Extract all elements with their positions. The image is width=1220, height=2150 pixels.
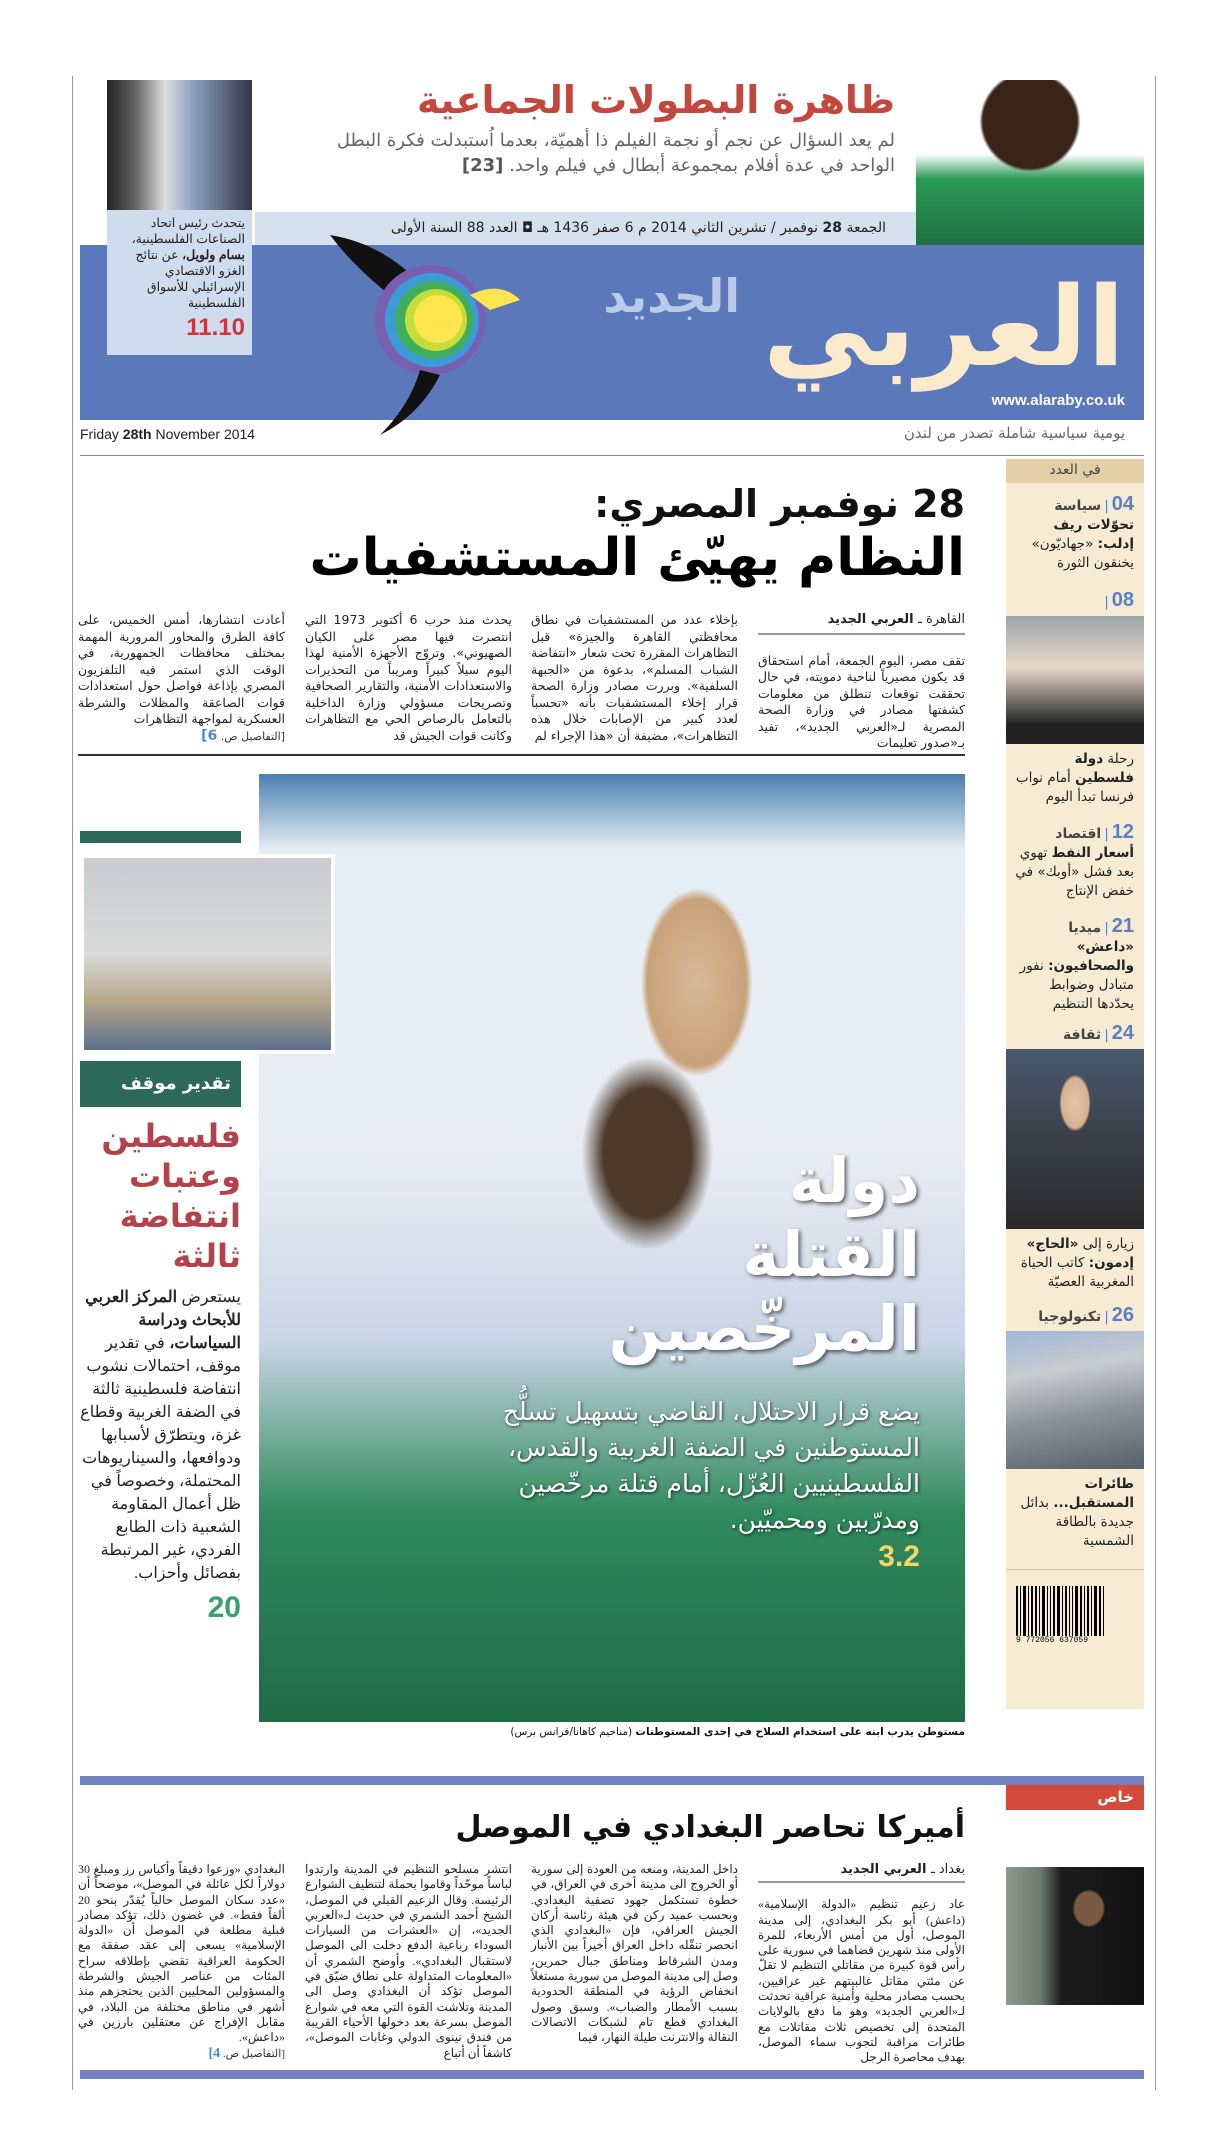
barcode-bar	[1099, 1586, 1101, 1636]
barcode-bar	[1035, 1586, 1037, 1636]
exclusive-column-4	[78, 1862, 285, 2062]
sidebar-photo-writer[interactable]	[1006, 1049, 1144, 1229]
barcode-bar	[1023, 1586, 1026, 1636]
teaser-text-2: عن نتائج الغزو الاقتصادي الإسرائيلي للأسواق الفلسطينية	[135, 248, 245, 310]
barcode-bar	[1042, 1586, 1045, 1636]
logo-subtitle: الجديد	[603, 269, 740, 323]
byline-source: العربي الجديد	[840, 1862, 927, 1877]
barcode-bar	[1053, 1586, 1055, 1636]
item-text: «جهاديّون» يخنقون الثورة	[1031, 536, 1134, 571]
section-label: ميديا	[1068, 920, 1102, 936]
lead-column-3: يحدث منذ حرب 6 أكتوبر 1973 التي انتصرت فيها مصر على الكيان الصهيوني». وتروّج الأجهزة الأمنية لهذا اليوم سيلاً كبيراً ومريباً من التحذيرات والاستعدادات الأمنية، والتقارير الصحافية وتصريحات مسؤولي وزارة الداخلية بالتعامل بالرصاص الحي مع التظاهرات وكانت قوات الجيش قد	[305, 612, 512, 743]
sidebar-item-solar-plane[interactable]	[1006, 1469, 1144, 1555]
byline	[758, 1862, 965, 1883]
barcode-bar	[1039, 1586, 1040, 1636]
barcode-bar	[1094, 1586, 1097, 1636]
column-text: تقف مصر، اليوم الجمعة، أمام استحقاق قد يكون مصيرياً لناحية دمويته، في حال تحققت توقعات تنطلق من معلومات كشفتها مصادر في وزارة الصحة المصرية لـ«العربي الجديد»، تفيد بـ«صدور تعليمات	[758, 652, 965, 750]
tagline: يومية سياسية شاملة تصدر من لندن	[903, 424, 1125, 442]
item-text: تهوي بعد فشل «أوبك» في خفض الإنتاج	[1015, 845, 1134, 899]
section-label: اقتصاد	[1055, 826, 1102, 842]
date-en-rest: November 2014	[155, 426, 256, 442]
sidebar-photo-protesters[interactable]	[1006, 616, 1144, 744]
logo-title[interactable]: العربي	[762, 263, 1125, 391]
caption-bold: دولة فلسطين	[1074, 751, 1134, 786]
details-label: [التفاصيل ص.	[222, 2047, 285, 2060]
details-page: 4]	[208, 2045, 221, 2061]
caption-pre: رحلة	[1107, 751, 1134, 767]
sidebar-item-technology[interactable]: 26|تكنولوجيا	[1038, 1304, 1134, 1326]
section-divider	[80, 1776, 1144, 1785]
sidebar-item-politics[interactable]: 04|سياسة تحوّلات ريف إدلب: «جهاديّون» يخنقون الثورة	[1031, 493, 1134, 571]
teaser-text: يتحدث رئيس اتحاد الصناعات الفلسطينية،	[131, 216, 245, 246]
date-en-weekday: Friday	[80, 426, 119, 442]
exclusive-label: خاص	[1006, 1785, 1144, 1810]
section-bar	[80, 831, 241, 843]
sidebar-photo-solar-plane[interactable]	[1006, 1331, 1144, 1469]
page-number: 04	[1111, 493, 1134, 515]
exclusive-column-1	[758, 1862, 965, 2066]
promo-title[interactable]: ظاهرة البطولات الجماعية	[416, 78, 895, 122]
details-link[interactable]	[78, 2046, 285, 2062]
details-page: 6]	[201, 727, 218, 744]
website-url[interactable]: www.alaraby.co.uk	[991, 392, 1125, 409]
barcode-bar	[1062, 1586, 1063, 1636]
barcode-area	[1006, 1569, 1144, 1645]
promo-subtitle	[295, 128, 895, 178]
barcode-bar	[1028, 1586, 1029, 1636]
opinion-label: تقدير موقف	[80, 1061, 241, 1107]
opinion-page-number: 20	[207, 1591, 241, 1624]
exclusive-photo[interactable]	[1006, 1867, 1144, 2005]
caption-pre: زيارة إلى	[1082, 1236, 1134, 1252]
caption-bold: طائرات المستقبل...	[1053, 1476, 1134, 1511]
caption-bold: «الحاج» إدمون:	[1026, 1236, 1134, 1271]
date-rest: نوفمبر / تشرين الثاني 2014 م 6 صفر 1436 هـ ◘ العدد 88 السنة الأولى	[390, 220, 819, 236]
divider	[80, 455, 1144, 456]
section-label: سياسة	[1054, 498, 1102, 514]
sidebar-item-edmond[interactable]	[1006, 1229, 1144, 1296]
body-rest: في تقدير موقف، احتمالات نشوب انتفاضة فلسطينية ثالثة في الضفة الغربية وقطاع غزة، ويتطرّق لأسبابها ودوافعها، والسيناريوهات المحتملة، وخصوصاً في ظل أعمال المقاومة الشعبية ذات الطابع الفردي، غير المرتبطة بفصائل وأحزاب.	[80, 1335, 241, 1582]
lead-column-1	[758, 612, 965, 752]
lead-column-2: بإخلاء عدد من المستشفيات في نطاق محافظتي القاهرة والجيزة» قبل التظاهرات المقررة تحت شعار «انتفاضة الشباب المسلم»، بدعوة من «الجبهة السلفية». وبررت مصادر وزارة الصحة قرار إخلاء المستشفيات بأنه «تحسباً لعدد كبير من الإصابات خلال هذه التظاهرات»، مضيفة أن «هذا الإجراء لم	[531, 612, 738, 743]
barcode-icon	[1016, 1578, 1134, 1636]
barcode-bar	[1084, 1586, 1085, 1636]
promo-subtitle-text: لم يعد السؤال عن نجم أو نجمة الفيلم ذا أهميّة، بعدما اُستبدلت فكرة البطل الواحد في عدة أفلام بمجموعة أبطال في فيلم واحد.	[336, 130, 895, 176]
feature-title-line: المرخّصين	[608, 1292, 920, 1365]
details-link[interactable]	[78, 728, 285, 746]
byline	[758, 612, 965, 635]
sidebar-header: في العدد	[1006, 459, 1144, 483]
byline-place: بغداد ـ	[930, 1862, 965, 1877]
page-number: 08	[1111, 589, 1134, 611]
exclusive-headline[interactable]: أميركا تحاصر البغدادي في الموصل	[455, 1810, 965, 1845]
page-number: 12	[1111, 821, 1134, 843]
photo-credit: (مناحيم كاهانا/فرانس برس)	[510, 1726, 633, 1738]
feature-title[interactable]	[608, 1144, 920, 1366]
body-pre: يستعرض	[181, 1289, 241, 1306]
item-headline: تحوّلات ريف إدلب:	[1053, 517, 1134, 552]
in-this-issue-sidebar	[1006, 459, 1144, 1709]
opinion-body	[80, 1286, 241, 1585]
section-label: ثقافة	[1062, 1027, 1102, 1043]
feature-page-number: 3.2	[878, 1540, 920, 1573]
photo-caption	[510, 1726, 965, 1738]
divider	[78, 754, 965, 756]
date-day: 28	[822, 220, 842, 236]
teaser-page-number: 11.10	[186, 314, 245, 341]
details-label: [التفاصيل ص.	[220, 729, 285, 743]
byline-place: القاهرة ـ	[918, 612, 965, 627]
sidebar-item-media[interactable]: 21|ميديا «داعش» والصحافيون: نفور متبادل وضوابط يحدّدها التنظيم	[1019, 915, 1134, 1012]
feature-title-line: دولة	[788, 1144, 920, 1217]
barcode-bar	[1103, 1586, 1104, 1636]
caption-text: مستوطن يدرب ابنه على استخدام السلاح في إحدى المستوطنات	[635, 1726, 965, 1738]
page-number: 26	[1111, 1304, 1134, 1326]
exclusive-column-3: انتشر مسلحو التنظيم في المدينة وارتدوا لباساً موحّداً وقاموا بحملة لتنظيف الشوارع الرئيسة. وقال الزعيم القبلي في الموصل، الشيخ أحمد الشمري في حديث لـ«العربي الجديد»، إن «العشرات من السيارات السوداء رباعية الدفع دخلت الى الموصل لاستقبال البغدادي». وأوضح الشمري أن «المعلومات المتداولة على نطاق ضيّق في الموصل تؤكد أن البغدادي وصل الى المدينة وتلاشت القوة التي معه في شوارع الموصل بسرعة بعد دخولها الأحياء القريبة من فندق نينوى الدولي وغابات الموصل»، كاشفاً أن أتباع	[305, 1862, 512, 2060]
item-headline: «داعش» والصحافيون:	[1048, 939, 1134, 974]
caption-rest: كاتب الحياة المغربية العصيّة	[1020, 1255, 1134, 1290]
page-number: 21	[1111, 915, 1134, 937]
bird-logo-icon	[320, 225, 540, 440]
barcode-bar	[1069, 1586, 1070, 1636]
date-english	[80, 426, 255, 442]
teaser-box-economy[interactable]	[107, 210, 252, 355]
barcode-bar	[1075, 1586, 1078, 1636]
sidebar-item-economy[interactable]: 12|اقتصاد أسعار النفط تهوي بعد فشل «أوبك» في خفض الإنتاج	[1015, 821, 1134, 899]
date-weekday: الجمعة	[846, 220, 886, 236]
lead-headline[interactable]: النظام يهيّئ المستشفيات	[309, 528, 965, 588]
sidebar-item-palestine[interactable]	[1006, 744, 1144, 811]
lead-headline-kicker[interactable]: 28 نوفمبر المصري:	[594, 482, 965, 526]
feature-photo-settler[interactable]	[259, 774, 965, 1722]
item-text: نفور متبادل وضوابط يحدّدها التنظيم	[1019, 958, 1134, 1012]
promo-photo-actress[interactable]	[916, 80, 1144, 245]
column-text: البغدادي «وزعوا دقيقاً وأكياس رز ومبلغ 30 دولاراً لكل عائلة في الموصل»، موضحاً أن «عدد سكان الموصل حالياً يُقدّر بنحو 20 ألفاً فقط». في غضون ذلك، تؤكد مصادر قبلية مطلعة في الموصل أن «الدولة الإسلامية» يسعى إلى عقد صفقة مع الحكومة العراقية تقضي بإطلاقه سراح المئات من عناصر الجيش والشرطة والمسؤولين المحليين الذين يحتجزهم منذ أشهر في مناطق مختلفة من البلاد، في مقابل الإفراج عن معتقلين بارزين في «داعش».	[78, 1862, 285, 2045]
barcode-bar	[1031, 1586, 1033, 1636]
column-text: عاد زعيم تنظيم «الدولة الإسلامية» (داعش) أبو بكر البغدادي، إلى مدينة الموصل، أول من أمس الأربعاء، للمرة الأولى منذ شهرين قضاهما في سورية على رأس قوة كبيرة من مقاتلي التنظيم لا تقلّ عن مئتي مقاتل غالبيتهم غير عراقيين، بحسب مصادر محلية وأمنية عراقية تحدثت لـ«العربي الجديد» وهو ما دفع بالولايات المتحدة إلى تخصيص ثلاث مقاتلات مع طائرات مراقبة لتجوب سماء الموصل، بهدف محاصرة الرجل	[758, 1897, 965, 2065]
bottom-divider	[80, 2070, 1144, 2079]
feature-subtitle: يضع قرار الاحتلال، القاضي بتسهيل تسلُّح المستوطنين في الضفة الغربية والقدس، الفلسطينيين العُزّل، أمام قتلة مرخّصين ومدرّبين ومحميّين.	[502, 1397, 920, 1534]
teaser-photo-man[interactable]	[107, 80, 252, 210]
opinion-block	[80, 1116, 241, 1625]
date-en-day: 28th	[122, 426, 152, 442]
lead-column-4	[78, 612, 285, 745]
feature-subtitle-block	[460, 1394, 920, 1574]
barcode-bar	[1050, 1586, 1051, 1636]
body-bold: المركز العربي للأبحاث ودراسة السياسات،	[85, 1289, 241, 1352]
sidebar-item-08[interactable]: 08|	[1104, 589, 1134, 611]
barcode-bar	[1091, 1586, 1092, 1636]
barcode-bar	[1020, 1586, 1021, 1636]
barcode-bar	[1087, 1586, 1089, 1636]
promo-page-number: [23]	[461, 155, 504, 176]
section-label: تكنولوجيا	[1038, 1309, 1102, 1325]
exclusive-column-2: داخل المدينة، ومنعه من العودة إلى سورية أو الخروج الى مدينة أخرى في العراق، في خطوة تستكمل جهود تصفية البغدادي. وبحسب عميد ركن في هيئة رئاسة أركان الجيش العراقي، فإن «البغدادي الذي انحصر تنقّله داخل العراق أخيراً بين الأنبار ومدن الشرقاط ومناطق جبال حمرين، وصل إلى مدينة الموصل من سورية مستغلاً انخفاض الرؤية في المنطقة الحدودية بسبب الأمطار والضباب». وسبق وصول البغدادي قطع تام لشبكات الاتصالات النقالة والانترنت طيلة النهار، فيما	[531, 1862, 738, 2045]
column-text: أعادت انتشارها، أمس الخميس، على كافة الطرق والمحاور المرورية المهمة بمختلف محافظات الجمهورية، في الوقت الذي استمر فيه التلفزيون المصري بإذاعة فواصل حول استعدادات قوات الصاعقة والمظلات والشرطة العسكرية لمواجهة التظاهرات	[78, 612, 285, 726]
page-number: 24	[1111, 1022, 1134, 1044]
sidebar-item-culture[interactable]: 24|ثقافة	[1062, 1022, 1134, 1044]
barcode-bar	[1072, 1586, 1073, 1636]
byline-source: العربي الجديد	[827, 612, 914, 627]
barcode-bar	[1057, 1586, 1060, 1636]
barcode-bar	[1080, 1586, 1082, 1636]
caption-rest: بدائل جديدة بالطاقة الشمسية	[1020, 1495, 1134, 1549]
item-headline: أسعار النفط	[1051, 845, 1134, 861]
barcode-number: 9 772056 637059	[1016, 1636, 1089, 1645]
feature-title-line: القتلة	[742, 1218, 920, 1291]
teaser-name: بسام ولويل،	[182, 248, 245, 262]
caption-rest: أمام نواب فرنسا تبدأ اليوم	[1015, 770, 1134, 805]
barcode-bar	[1016, 1586, 1018, 1636]
opinion-title[interactable]: فلسطين وعتبات انتفاضة ثالثة	[101, 1117, 241, 1275]
opinion-photo-protester[interactable]	[80, 854, 335, 1054]
barcode-bar	[1047, 1586, 1048, 1636]
barcode-bar	[1065, 1586, 1067, 1636]
